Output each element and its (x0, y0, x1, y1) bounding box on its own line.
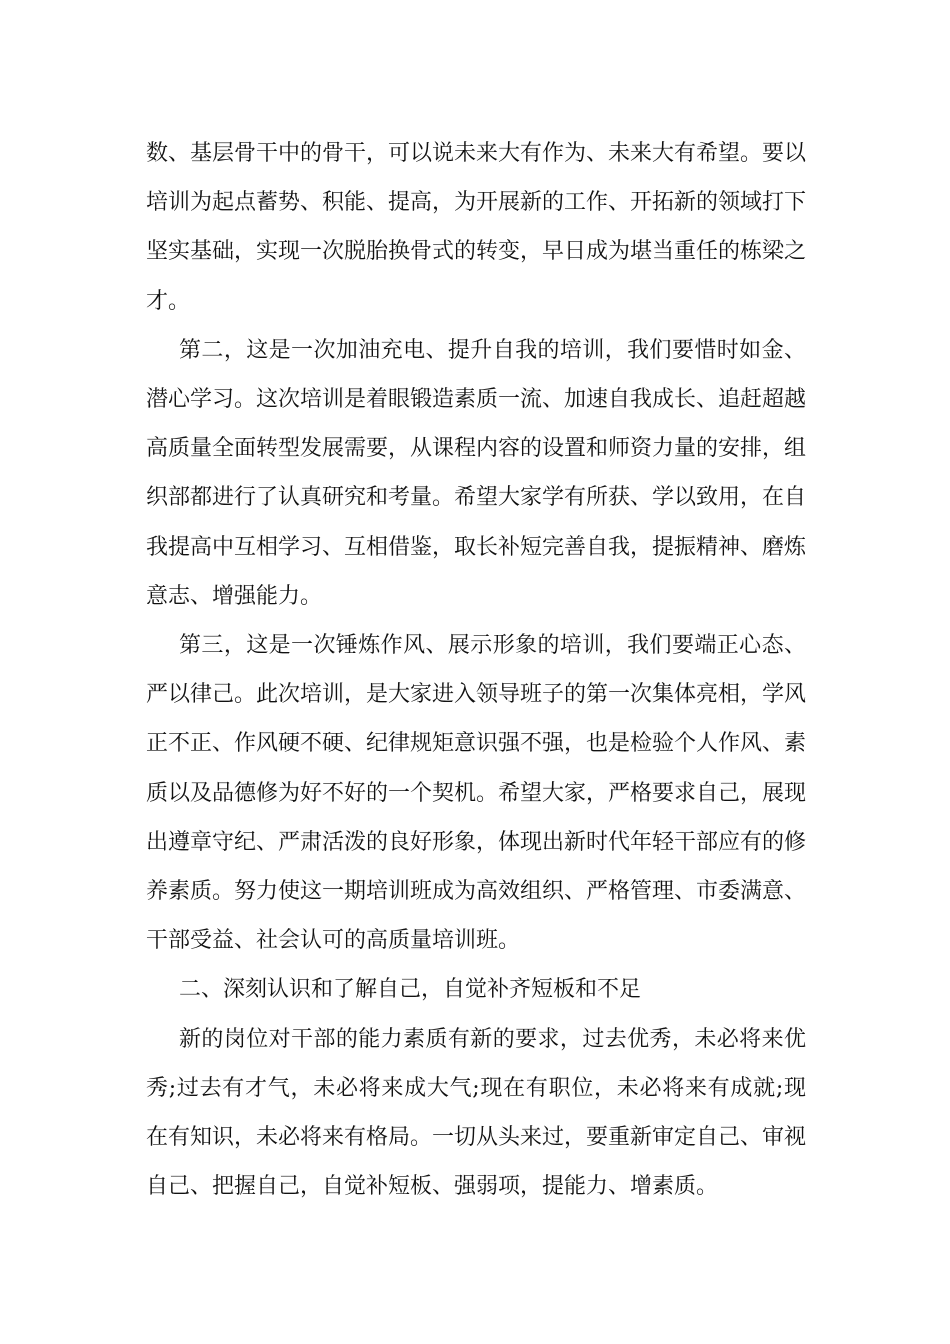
paragraph-second-point: 第二，这是一次加油充电、提升自我的培训，我们要惜时如金、潜心学习。这次培训是着眼锻造素质一流、加速自我成长、追赶超越高质量全面转型发展需要，从课程内容的设置和师资力量的安排，组织部都进行了认真研究和考量。希望大家学有所获、学以致用，在自我提高中互相学习、互相借鉴，取长补短完善自我，提振精神、磨炼意志、增强能力。 (146, 337, 807, 609)
section-heading: 二、深刻认识和了解自己，自觉补齐短板和不足 (179, 977, 642, 1003)
paragraph-third-point: 第三，这是一次锤炼作风、展示形象的培训，我们要端正心态、严以律己。此次培训，是大家进入领导班子的第一次集体亮相，学风正不正、作风硬不硬、纪律规矩意识强不强，也是检验个人作风、素质以及品德修为好不好的一个契机。希望大家，严格要求自己，展现出遵章守纪、严肃活泼的良好形象，体现出新时代年轻干部应有的修养素质。努力使这一期培训班成为高效组织、严格管理、市委满意、干部受益、社会认可的高质量培训班。 (146, 633, 807, 954)
paragraph-new-requirements: 新的岗位对干部的能力素质有新的要求，过去优秀，未必将来优秀;过去有才气，未必将来成大气;现在有职位，未必将来有成就;现在有知识，未必将来有格局。一切从头来过，要重新审定自己、审视自己、把握自己，自觉补短板、强弱项，提能力、增素质。 (146, 1026, 807, 1200)
paragraph-continuation: 数、基层骨干中的骨干，可以说未来大有作为、未来大有希望。要以培训为起点蓄势、积能、提高，为开展新的工作、开拓新的领域打下坚实基础，实现一次脱胎换骨式的转变，早日成为堪当重任的栋梁之才。 (146, 141, 807, 314)
document-body (146, 129, 806, 1211)
